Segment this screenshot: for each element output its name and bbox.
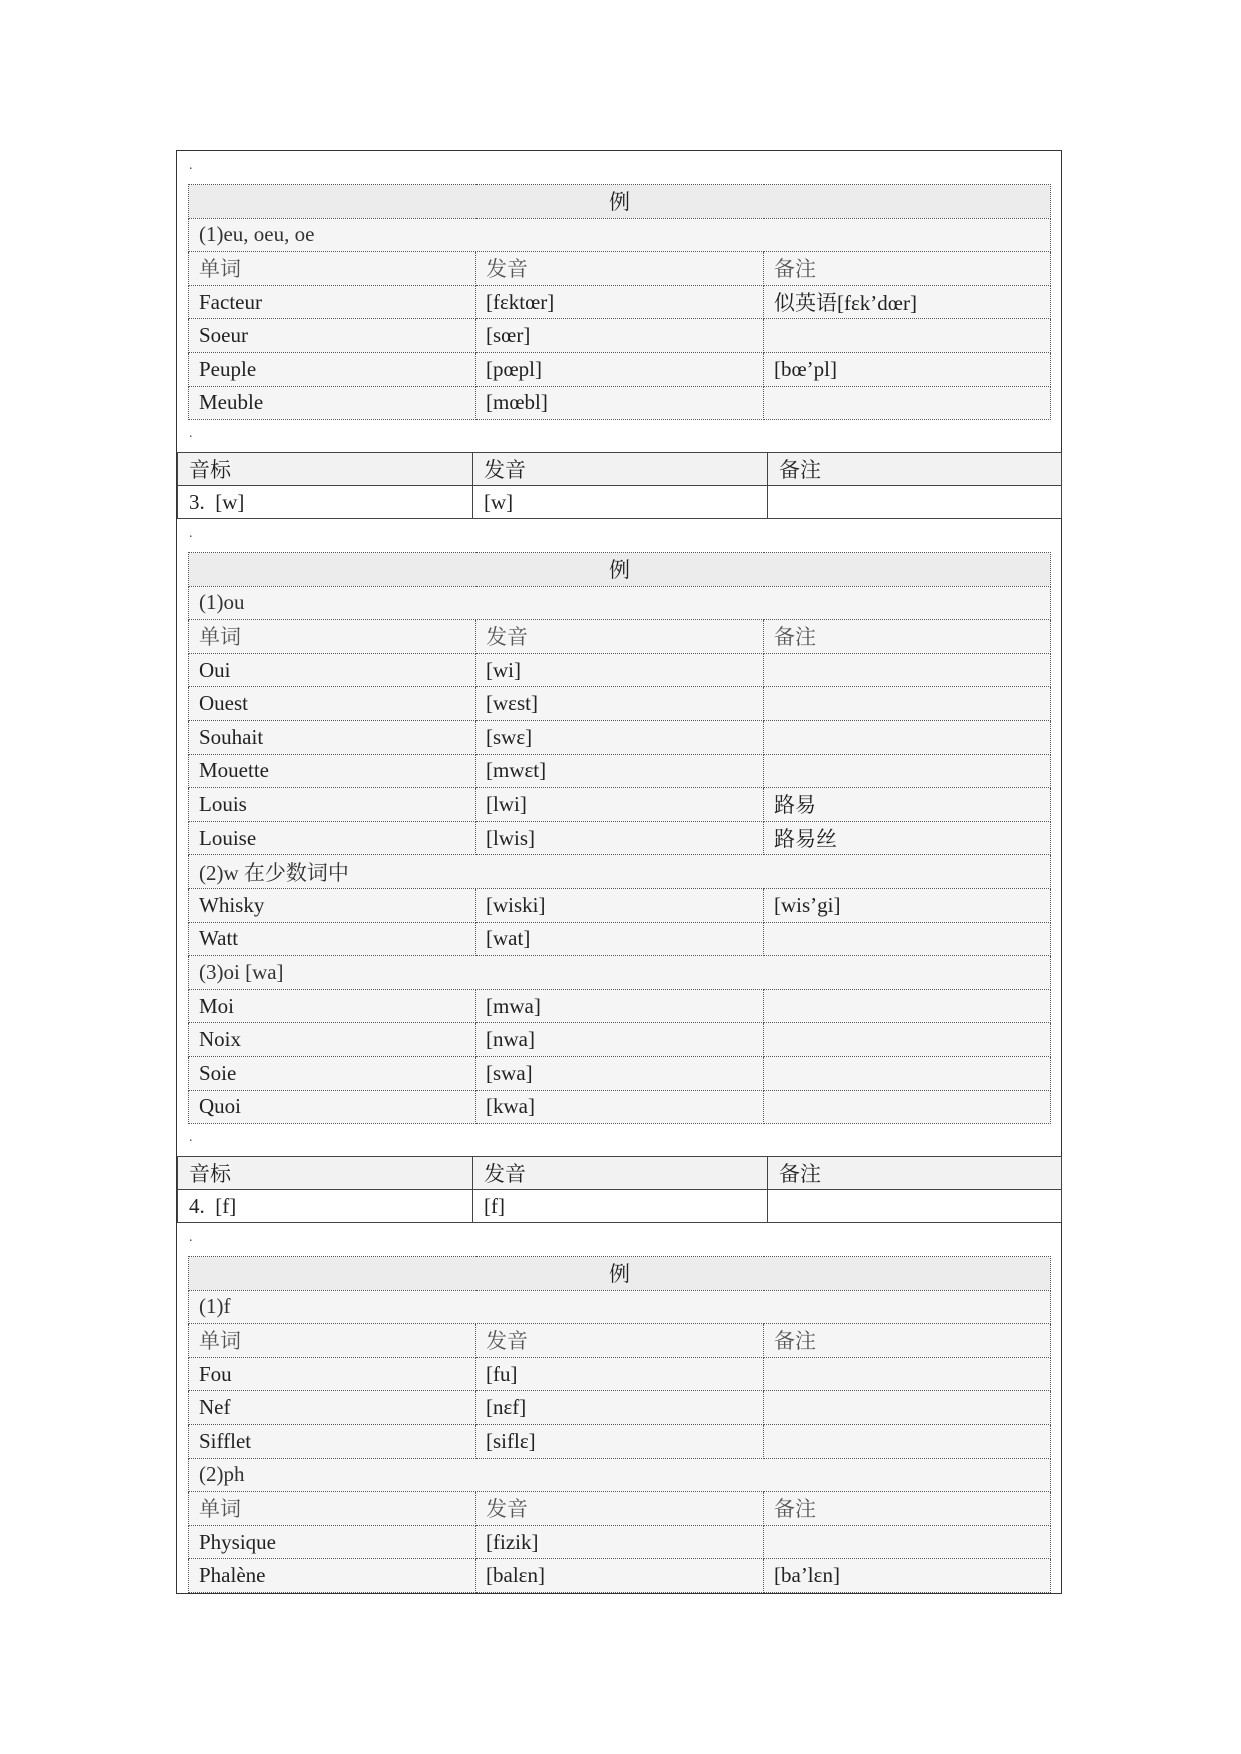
pronunciation-cell: [lwis] xyxy=(476,821,764,855)
pronunciation-cell: [siflɛ] xyxy=(476,1424,764,1458)
word-cell: Noix xyxy=(189,1023,476,1057)
table-row xyxy=(189,1357,1051,1391)
header-note: 备注 xyxy=(764,1492,1051,1526)
word-cell: Soeur xyxy=(189,319,476,353)
paragraph-mark: . xyxy=(189,526,193,541)
group-label: (2)ph xyxy=(189,1458,1051,1492)
example-title: 例 xyxy=(189,1257,1051,1291)
table-row xyxy=(189,788,1051,822)
header-pronunciation: 发音 xyxy=(473,453,768,486)
header-word: 单词 xyxy=(189,1324,476,1358)
table-row xyxy=(189,653,1051,687)
table-row xyxy=(189,285,1051,319)
note-cell: [ba’lɛn] xyxy=(764,1559,1051,1593)
header-symbol: 音标 xyxy=(178,1157,473,1190)
table-row xyxy=(189,1056,1051,1090)
symbol-cell: 4. [f] xyxy=(178,1190,473,1223)
table-row xyxy=(189,821,1051,855)
group-label: (1)ou xyxy=(189,586,1051,620)
header-note: 备注 xyxy=(768,453,1062,486)
symbol-cell: 3. [w] xyxy=(178,486,473,519)
word-cell: Nef xyxy=(189,1391,476,1425)
pronunciation-cell: [fu] xyxy=(476,1357,764,1391)
header-pronunciation: 发音 xyxy=(473,1157,768,1190)
table-row xyxy=(189,888,1051,922)
paragraph-mark: . xyxy=(189,158,193,173)
note-cell: [bœ’pl] xyxy=(764,352,1051,386)
pronunciation-cell: [wɛst] xyxy=(476,687,764,721)
header-word: 单词 xyxy=(189,1492,476,1526)
word-cell: Soie xyxy=(189,1056,476,1090)
word-cell: Whisky xyxy=(189,888,476,922)
pronunciation-cell: [swa] xyxy=(476,1056,764,1090)
note-cell xyxy=(764,1391,1051,1425)
table-row xyxy=(189,754,1051,788)
pronunciation-cell: [nɛf] xyxy=(476,1391,764,1425)
paragraph-mark: . xyxy=(189,1130,193,1145)
table-row xyxy=(189,352,1051,386)
phonetic-table xyxy=(177,1156,1062,1223)
pronunciation-cell: [wat] xyxy=(476,922,764,956)
pronunciation-cell: [balɛn] xyxy=(476,1559,764,1593)
word-cell: Souhait xyxy=(189,720,476,754)
header-pronunciation: 发音 xyxy=(476,620,764,654)
note-cell xyxy=(764,653,1051,687)
note-cell xyxy=(764,687,1051,721)
table-row xyxy=(189,720,1051,754)
word-cell: Fou xyxy=(189,1357,476,1391)
note-cell: 路易 xyxy=(764,788,1051,822)
note-cell xyxy=(768,486,1062,519)
header-symbol: 音标 xyxy=(178,453,473,486)
note-cell xyxy=(764,922,1051,956)
table-row xyxy=(189,989,1051,1023)
header-pronunciation: 发音 xyxy=(476,1492,764,1526)
note-cell xyxy=(764,989,1051,1023)
table-row xyxy=(189,1090,1051,1124)
document-frame xyxy=(176,150,1062,1594)
note-cell: 似英语[fɛk’dœr] xyxy=(764,285,1051,319)
table-row xyxy=(189,386,1051,420)
table-row xyxy=(189,1424,1051,1458)
example-table xyxy=(188,552,1051,1124)
table-row xyxy=(189,1525,1051,1559)
header-pronunciation: 发音 xyxy=(476,1324,764,1358)
paragraph-mark: . xyxy=(189,1230,193,1245)
word-cell: Phalène xyxy=(189,1559,476,1593)
note-cell xyxy=(764,319,1051,353)
group-label: (1)eu, oeu, oe xyxy=(189,218,1051,252)
table-row xyxy=(189,922,1051,956)
example-table xyxy=(188,184,1051,420)
phonetic-table xyxy=(177,452,1062,519)
word-cell: Oui xyxy=(189,653,476,687)
word-cell: Mouette xyxy=(189,754,476,788)
pronunciation-cell: [mwa] xyxy=(476,989,764,1023)
pronunciation-cell: [fɛktœr] xyxy=(476,285,764,319)
word-cell: Watt xyxy=(189,922,476,956)
pronunciation-cell: [lwi] xyxy=(476,788,764,822)
group-label: (3)oi [wa] xyxy=(189,956,1051,990)
table-row xyxy=(189,1559,1051,1593)
word-cell: Peuple xyxy=(189,352,476,386)
word-cell: Quoi xyxy=(189,1090,476,1124)
pronunciation-cell: [w] xyxy=(473,486,768,519)
note-cell xyxy=(768,1190,1062,1223)
header-note: 备注 xyxy=(764,252,1051,286)
word-cell: Facteur xyxy=(189,285,476,319)
header-note: 备注 xyxy=(764,1324,1051,1358)
pronunciation-cell: [mœbl] xyxy=(476,386,764,420)
note-cell xyxy=(764,1424,1051,1458)
word-cell: Moi xyxy=(189,989,476,1023)
header-word: 单词 xyxy=(189,252,476,286)
pronunciation-cell: [nwa] xyxy=(476,1023,764,1057)
note-cell xyxy=(764,754,1051,788)
table-row xyxy=(189,319,1051,353)
note-cell: 路易丝 xyxy=(764,821,1051,855)
group-label: (2)w 在少数词中 xyxy=(189,855,1051,889)
pronunciation-cell: [mwɛt] xyxy=(476,754,764,788)
example-title: 例 xyxy=(189,553,1051,587)
note-cell xyxy=(764,1023,1051,1057)
pronunciation-cell: [pœpl] xyxy=(476,352,764,386)
table-row xyxy=(189,1023,1051,1057)
note-cell xyxy=(764,720,1051,754)
pronunciation-cell: [wi] xyxy=(476,653,764,687)
note-cell xyxy=(764,1056,1051,1090)
pronunciation-cell: [wiski] xyxy=(476,888,764,922)
word-cell: Louis xyxy=(189,788,476,822)
group-label: (1)f xyxy=(189,1290,1051,1324)
pronunciation-cell: [kwa] xyxy=(476,1090,764,1124)
note-cell xyxy=(764,1090,1051,1124)
note-cell xyxy=(764,386,1051,420)
note-cell xyxy=(764,1357,1051,1391)
pronunciation-cell: [fizik] xyxy=(476,1525,764,1559)
header-note: 备注 xyxy=(764,620,1051,654)
example-table xyxy=(188,1256,1051,1593)
pronunciation-cell: [swɛ] xyxy=(476,720,764,754)
table-row xyxy=(189,687,1051,721)
example-title: 例 xyxy=(189,185,1051,219)
note-cell: [wis’gi] xyxy=(764,888,1051,922)
paragraph-mark: . xyxy=(189,426,193,441)
table-row xyxy=(189,1391,1051,1425)
word-cell: Louise xyxy=(189,821,476,855)
pronunciation-cell: [sœr] xyxy=(476,319,764,353)
word-cell: Sifflet xyxy=(189,1424,476,1458)
word-cell: Ouest xyxy=(189,687,476,721)
word-cell: Physique xyxy=(189,1525,476,1559)
header-note: 备注 xyxy=(768,1157,1062,1190)
header-pronunciation: 发音 xyxy=(476,252,764,286)
header-word: 单词 xyxy=(189,620,476,654)
word-cell: Meuble xyxy=(189,386,476,420)
note-cell xyxy=(764,1525,1051,1559)
pronunciation-cell: [f] xyxy=(473,1190,768,1223)
